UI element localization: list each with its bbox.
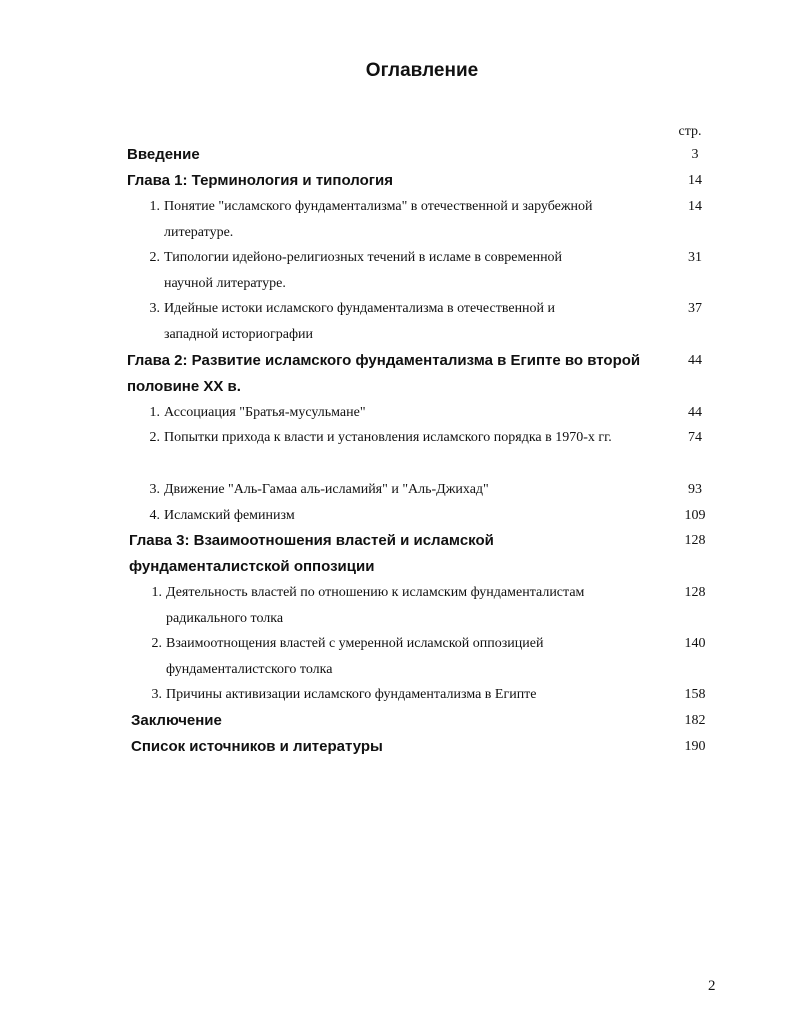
toc-entry-page: 158 — [684, 687, 706, 702]
toc-entry-chapter-3 — [129, 528, 529, 580]
toc-entry-page: 37 — [688, 301, 702, 316]
toc-subentry-3-2 — [140, 631, 610, 683]
toc-subentry-text: Попытки прихода к власти и установления исламского порядка в 1970-х гг. — [164, 430, 612, 445]
toc-entry-intro — [127, 142, 647, 168]
toc-entry-chapter-1 — [127, 168, 647, 194]
toc-entry-text: Глава 1: Терминология и типология — [127, 172, 393, 189]
toc-entry-page: 128 — [684, 533, 706, 548]
toc-subentry-text: Ассоциация "Братья-мусульмане" — [164, 405, 366, 420]
toc-subentry-1-1 — [138, 194, 648, 246]
page-number: 2 — [708, 978, 716, 994]
toc-entry-page: 44 — [688, 405, 702, 420]
toc-entry-page: 74 — [688, 430, 702, 445]
toc-entry-text: Глава 2: Развитие исламского фундаментализма в Египте во второй половине XX в. — [127, 352, 641, 395]
toc-subentry-2-4 — [138, 503, 638, 529]
toc-entry-page: 140 — [684, 636, 706, 651]
toc-entry-page: 128 — [684, 585, 706, 600]
toc-entry-conclusion — [131, 708, 631, 734]
toc-subentry-text: Идейные истоки исламского фундаментализма в отечественной и западной историографии — [164, 301, 556, 342]
toc-entry-page: 14 — [688, 173, 702, 188]
page-title: Оглавление — [365, 60, 479, 81]
toc-subentry-number: 2. — [149, 250, 160, 265]
toc-subentry-2-1 — [138, 400, 638, 426]
toc-subentry-number: 2. — [149, 430, 160, 445]
toc-subentry-3-3 — [140, 682, 640, 708]
toc-subentry-text: Взаимоотнощения властей с умеренной исламской оппозицией фундаменталистского толка — [166, 636, 544, 677]
toc-subentry-1-3 — [138, 296, 608, 348]
toc-subentry-number: 3. — [151, 687, 162, 702]
toc-subentry-text: Типологии идейоно-религиозных течений в исламе в современной научной литературе. — [164, 250, 563, 291]
toc-entry-chapter-2 — [127, 348, 655, 400]
toc-entry-sources — [131, 734, 631, 760]
toc-subentry-2-3 — [138, 477, 638, 503]
toc-subentry-1-2 — [138, 245, 608, 297]
toc-subentry-text: Деятельность властей по отношению к исламским фундаменталистам радикального толка — [166, 585, 585, 626]
toc-entry-page: 3 — [691, 147, 699, 162]
toc-entry-text: Глава 3: Взаимоотношения властей и исламской фундаменталистской оппозиции — [129, 532, 494, 575]
toc-entry-page: 109 — [684, 508, 706, 523]
toc-entry-page: 93 — [688, 482, 702, 497]
page-column-label: стр. — [678, 124, 702, 139]
toc-entry-text: Введение — [127, 146, 200, 163]
toc-subentry-number: 1. — [151, 585, 162, 600]
toc-entry-page: 31 — [688, 250, 702, 265]
toc-subentry-text: Причины активизации исламского фундаментализма в Египте — [166, 687, 537, 702]
toc-subentry-number: 3. — [149, 482, 160, 497]
toc-subentry-2-2 — [138, 425, 648, 451]
toc-entry-text: Список источников и литературы — [131, 738, 383, 755]
toc-subentry-number: 2. — [151, 636, 162, 651]
toc-entry-page: 182 — [684, 713, 706, 728]
toc-subentry-3-1 — [140, 580, 640, 632]
toc-subentry-number: 3. — [149, 301, 160, 316]
toc-entry-page: 190 — [684, 739, 706, 754]
toc-subentry-text: Исламский феминизм — [164, 508, 295, 523]
toc-subentry-number: 1. — [149, 199, 160, 214]
toc-subentry-text: Движение "Аль-Гамаа аль-исламийя" и "Аль-Джихад" — [164, 482, 489, 497]
toc-subentry-number: 1. — [149, 405, 160, 420]
toc-entry-text: Заключение — [131, 712, 222, 729]
toc-subentry-text: Понятие "исламского фундаментализма" в отечественной и зарубежной литературе. — [164, 199, 593, 240]
toc-entry-page: 44 — [688, 353, 702, 368]
toc-subentry-number: 4. — [149, 508, 160, 523]
toc-entry-page: 14 — [688, 199, 702, 214]
